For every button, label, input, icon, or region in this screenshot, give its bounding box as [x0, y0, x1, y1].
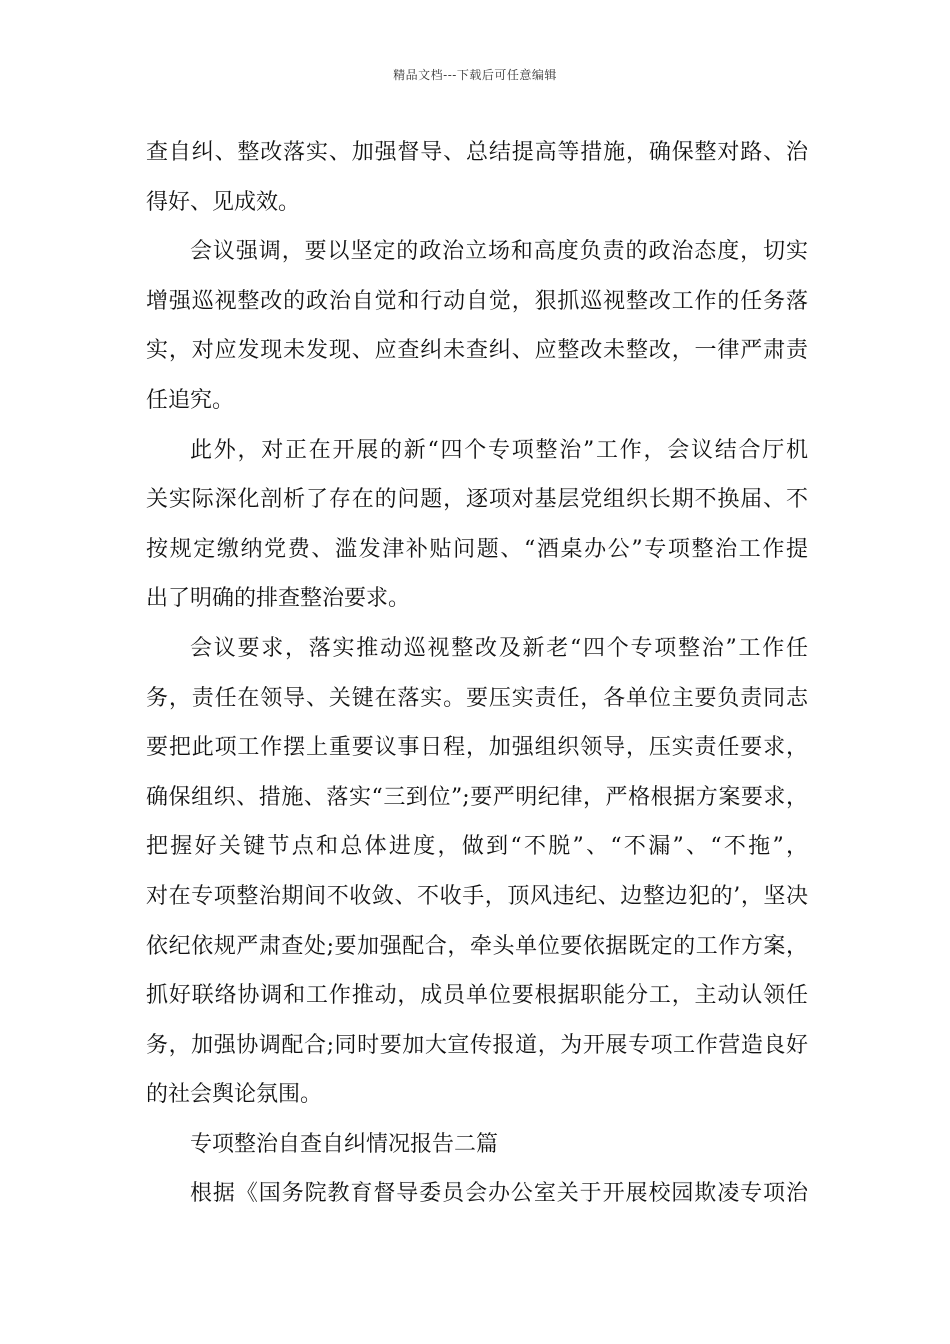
text-line: 确保组织、措施、落实“三到位”;要严明纪律，严格根据方案要求，: [146, 784, 808, 810]
page-header: 精品文档---下载后可任意编辑: [393, 68, 557, 82]
text-line: 要把此项工作摆上重要议事日程，加强组织领导，压实责任要求，: [146, 735, 808, 761]
text-line: 对在专项整治期间不收敛、不收手，顶风违纪、边整边犯的’，坚决: [146, 883, 808, 909]
text-line: 出了明确的排查整治要求。: [146, 586, 411, 612]
text-line: 此外，对正在开展的新“四个专项整治”工作，会议结合厅机: [190, 437, 808, 463]
text-line: 关实际深化剖析了存在的问题，逐项对基层党组织长期不换届、不: [146, 487, 808, 513]
text-line: 根据《国务院教育督导委员会办公室关于开展校园欺凌专项治: [190, 1181, 808, 1207]
text-line: 按规定缴纳党费、滥发津补贴问题、“酒桌办公”专项整治工作提: [146, 536, 808, 562]
text-line: 查自纠、整改落实、加强督导、总结提高等措施，确保整对路、治: [146, 140, 808, 165]
text-line: 务，责任在领导、关键在落实。要压实责任，各单位主要负责同志: [146, 685, 808, 711]
text-line: 的社会舆论氛围。: [146, 1082, 323, 1108]
text-line: 实，对应发现未发现、应查纠未查纠、应整改未整改，一律严肃责: [146, 338, 808, 364]
document-body: [146, 128, 808, 1219]
text-line: 会议强调，要以坚定的政治立场和高度负责的政治态度，切实: [190, 239, 808, 265]
text-line: 得好、见成效。: [146, 189, 301, 215]
text-line: 会议要求，落实推动巡视整改及新老“四个专项整治”工作任: [190, 635, 808, 661]
text-line: 依纪依规严肃查处;要加强配合，牵头单位要依据既定的工作方案，: [146, 933, 808, 959]
section-title: 专项整治自查自纠情况报告二篇: [190, 1131, 499, 1157]
text-line: 务，加强协调配合;同时要加大宣传报道，为开展专项工作营造良好: [146, 1032, 808, 1058]
text-line: 任追究。: [146, 387, 235, 413]
text-line: 把握好关键节点和总体进度，做到“不脱”、“不漏”、“不拖”，: [146, 834, 808, 860]
text-line: 增强巡视整改的政治自觉和行动自觉，狠抓巡视整改工作的任务落: [146, 288, 808, 314]
text-line: 抓好联络协调和工作推动，成员单位要根据职能分工，主动认领任: [146, 983, 808, 1009]
